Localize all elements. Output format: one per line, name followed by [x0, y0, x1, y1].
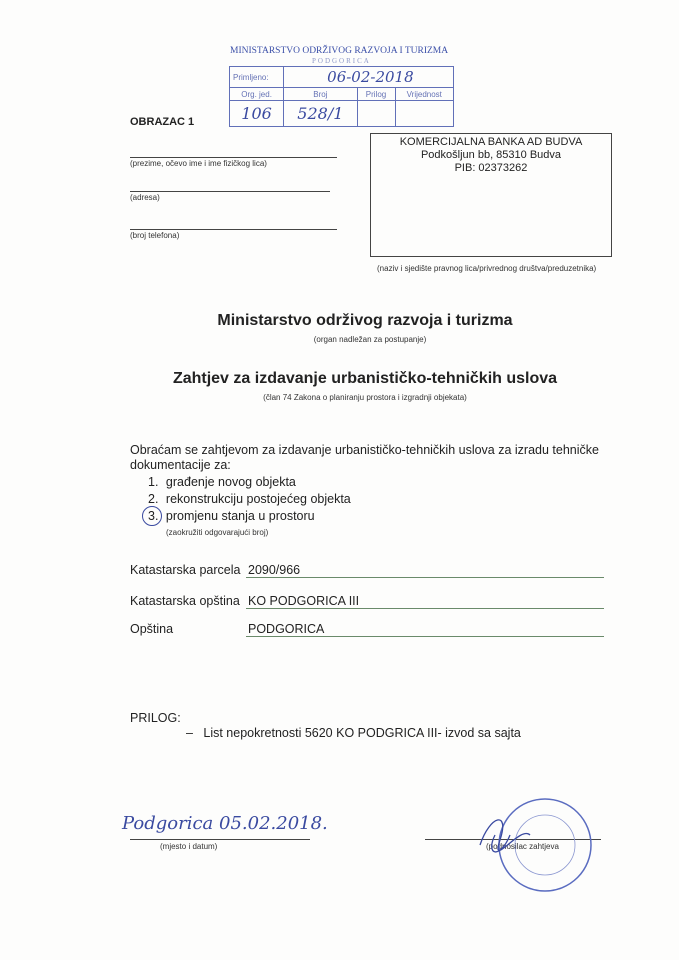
request-caption: (član 74 Zakona o planiranju prostora i izgradnji objekata) — [263, 393, 467, 402]
place-date-caption: (mjesto i datum) — [160, 842, 218, 851]
form-label: OBRAZAC 1 — [130, 116, 195, 128]
number-value: 528/1 — [297, 104, 344, 123]
option-number: 3. — [148, 509, 159, 523]
field-label-municipality: Opština — [130, 622, 174, 636]
option-label: rekonstrukciju postojećeg objekta — [165, 492, 351, 506]
received-label: Primljeno: — [230, 67, 284, 88]
received-date: 06-02-2018 — [327, 68, 414, 86]
option-label: građenje novog objekta — [165, 475, 296, 489]
field-label-parcel: Katastarska parcela — [130, 563, 241, 577]
applicant-signature-icon — [470, 805, 550, 865]
entity-address: Podkošljun bb, 85310 Budva — [420, 149, 562, 161]
field-value-parcel: 2090/966 — [248, 563, 301, 577]
field-value-cadastral-municipality: KO PODGORICA III — [248, 594, 360, 608]
entity-name: KOMERCIJALNA BANKA AD BUDVA — [399, 136, 583, 148]
name-caption: (prezime, očevo ime i ime fizičkog lica) — [130, 159, 267, 168]
col-org-unit: Org. jed. — [230, 88, 284, 101]
ministry-stamp-city: PODGORICA — [312, 57, 371, 65]
option-number: 2. — [148, 492, 159, 506]
attachment-text: List nepokretnosti 5620 KO PODGRICA III- izvod sa sajta — [203, 726, 521, 740]
option-label: promjenu stanja u prostoru — [165, 509, 315, 523]
request-title: Zahtjev za izdavanje urbanističko-tehničkih uslova — [172, 370, 558, 387]
receipt-stamp-table — [229, 66, 454, 127]
intro-line-1: Obraćam se zahtjevom za izdavanje urbanističko-tehničkih uslova za izradu tehničke — [130, 443, 599, 457]
applicant-signature-caption: (podnosilac zahtjeva — [486, 842, 559, 851]
field-value-municipality: PODGORICA — [248, 622, 325, 636]
legal-entity-box — [370, 133, 612, 257]
phone-caption: (broj telefona) — [130, 231, 180, 240]
field-label-cadastral-municipality: Katastarska opština — [130, 594, 240, 608]
entity-pib: PIB: 02373262 — [454, 162, 528, 174]
option-number: 1. — [148, 475, 159, 489]
col-attachment: Prilog — [357, 88, 395, 101]
option-2 — [148, 492, 351, 506]
address-caption: (adresa) — [130, 193, 160, 202]
options-caption: (zaokružiti odgovarajući broj) — [166, 528, 269, 537]
org-unit-value: 106 — [241, 104, 272, 123]
authority-caption: (organ nadležan za postupanje) — [313, 335, 427, 344]
entity-caption: (naziv i sjedište pravnog lica/privrednog društva/preduzetnika) — [377, 264, 597, 273]
col-value: Vrijednost — [395, 88, 454, 101]
col-number: Broj — [284, 88, 357, 101]
authority-title: Ministarstvo održivog razvoja i turizma — [217, 312, 513, 329]
option-1 — [148, 475, 296, 489]
intro-line-2: dokumentacije za: — [130, 458, 231, 472]
option-3 — [148, 509, 315, 523]
attachment-item: – List nepokretnosti 5620 KO PODGRICA III- izvod sa sajta — [186, 726, 521, 740]
place-date-handwritten: Podgorica 05.02.2018. — [122, 813, 328, 834]
ministry-stamp-header: MINISTARSTVO ODRŽIVOG RAZVOJA I TURIZMA — [230, 46, 449, 56]
selected-option-circle — [142, 506, 162, 526]
attachments-label: PRILOG: — [130, 711, 181, 725]
